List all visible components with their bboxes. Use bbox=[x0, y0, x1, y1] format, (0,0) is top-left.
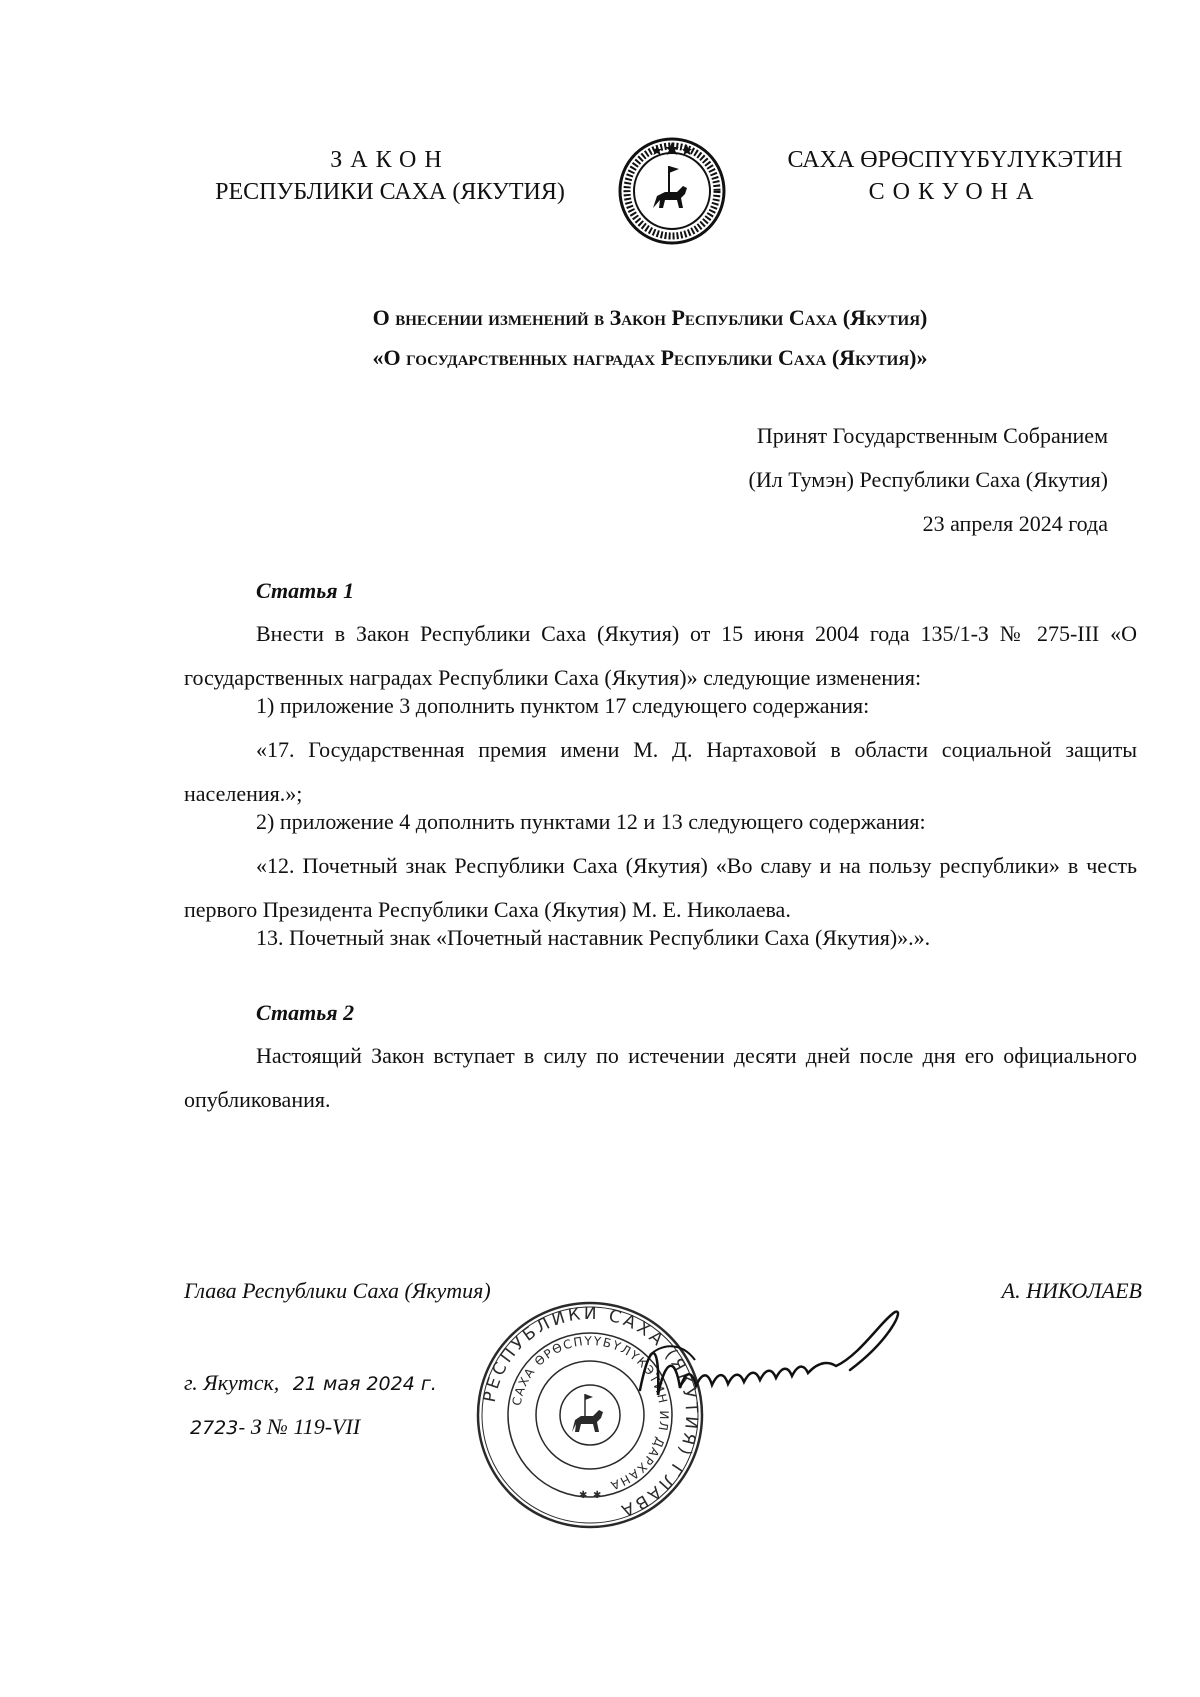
printed-number: З № 119-VII bbox=[250, 1414, 361, 1439]
svg-text:✱: ✱ bbox=[593, 1490, 602, 1501]
article1-heading: Статья 1 bbox=[256, 578, 355, 603]
article1-paragraph2 bbox=[184, 684, 1137, 728]
signatory-name: А. НИКОЛАЕВ bbox=[1001, 1278, 1142, 1303]
article1-p6-text: 13. Почетный знак «Почетный наставник Республики Саха (Якутия)».». bbox=[256, 925, 931, 950]
article2-p1-text: Настоящий Закон вступает в силу по истечении десяти дней после дня его официального опубликования. bbox=[184, 1043, 1137, 1112]
article1-p2-text: 1) приложение 3 дополнить пунктом 17 следующего содержания: bbox=[256, 693, 870, 718]
republic-name-yakut: САХА ӨРӨСПҮҮБҮЛҮКЭТИН bbox=[787, 147, 1123, 173]
signatory-position: Глава Республики Саха (Якутия) bbox=[184, 1278, 491, 1303]
article2-heading: Статья 2 bbox=[256, 1000, 355, 1025]
adopted-by bbox=[508, 414, 1108, 546]
article1-paragraph6 bbox=[184, 916, 1137, 960]
article1-p4-text: 2) приложение 4 дополнить пунктами 12 и 13 следующего содержания: bbox=[256, 809, 926, 834]
header-left bbox=[190, 144, 590, 208]
coat-of-arms-emblem bbox=[617, 136, 727, 246]
law-registration-number bbox=[190, 1414, 360, 1440]
signing-place-date bbox=[184, 1370, 437, 1396]
handwritten-number: 2723- bbox=[190, 1417, 246, 1439]
svg-text:✱: ✱ bbox=[579, 1490, 588, 1501]
law-word: ЗАКОН bbox=[330, 147, 450, 173]
handwritten-date: 21 мая 2024 г. bbox=[292, 1373, 437, 1395]
seal-inner-text: САХА ӨРӨСПҮҮБҮЛҮКЭТИН ИЛ ДАРХАНА bbox=[509, 1333, 672, 1493]
adopted-line1: Принят Государственным Собранием bbox=[756, 423, 1108, 448]
republic-name: РЕСПУБЛИКИ САХА (ЯКУТИЯ) bbox=[215, 179, 565, 205]
document-title-line2: «О государственных наградах Республики Саха (Якутия)» bbox=[372, 345, 928, 370]
adoption-date: 23 апреля 2024 года bbox=[922, 511, 1108, 536]
law-word-yakut: СОКУОНА bbox=[868, 179, 1042, 205]
article1-p3-text: «17. Государственная премия имени М. Д. Нартаховой в области социальной защиты населения.»; bbox=[184, 737, 1137, 806]
header-right bbox=[760, 144, 1150, 208]
document-title-line1: О внесении изменений в Закон Республики Саха (Якутия) bbox=[372, 305, 928, 330]
seal-outer-text: РЕСПУБЛИКИ САХА (ЯКУТИЯ) ГЛАВА bbox=[479, 1303, 702, 1522]
article1-paragraph4 bbox=[184, 800, 1137, 844]
article2-paragraph1 bbox=[184, 1034, 1137, 1122]
signing-place: г. Якутск, bbox=[184, 1370, 280, 1395]
article1-p1-text: Внести в Закон Республики Саха (Якутия) от 15 июня 2004 года 135/1-З № 275-III «О государственных наградах Республики Саха (Якутия)» следующие изменения: bbox=[184, 621, 1137, 690]
adopted-line2: (Ил Тумэн) Республики Саха (Якутия) bbox=[748, 467, 1108, 492]
article1-p5-text: «12. Почетный знак Республики Саха (Якутия) «Во славу и на пользу республики» в честь первого Президента Республики Саха (Якутия) М. Е. Николаева. bbox=[184, 853, 1137, 922]
handwritten-signature bbox=[620, 1300, 920, 1420]
